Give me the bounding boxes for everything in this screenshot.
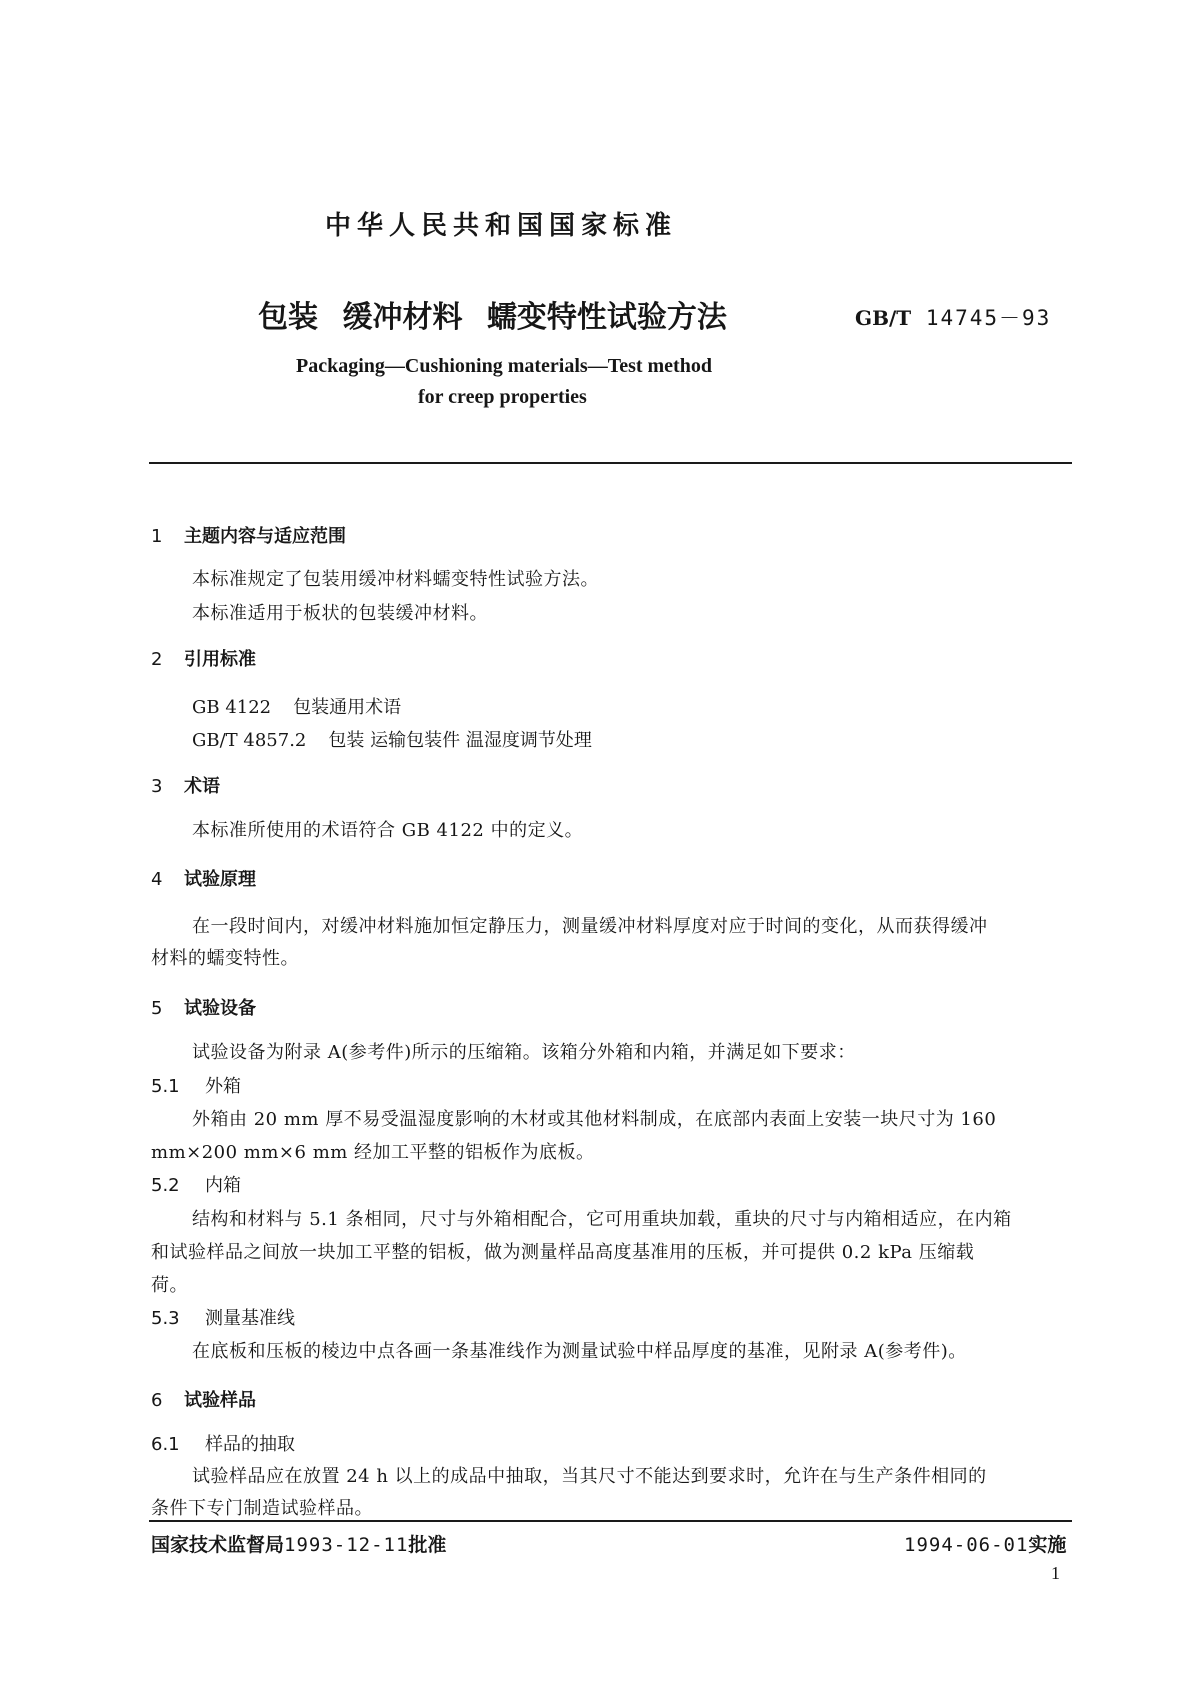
subsection-5-2-heading bbox=[151, 1171, 241, 1197]
subsection-number: 5.3 bbox=[151, 1308, 180, 1329]
subsection-number: 6.1 bbox=[151, 1434, 180, 1455]
subsection-6-1-heading bbox=[151, 1430, 295, 1456]
standard-number bbox=[855, 302, 1051, 332]
national-standard-heading: 中华人民共和国国家标准 bbox=[325, 211, 678, 241]
subsection-number: 5.2 bbox=[151, 1175, 180, 1196]
section-title: 试验原理 bbox=[184, 869, 256, 890]
section-1-paragraph-2: 本标准适用于板状的包装缓冲材料。 bbox=[192, 603, 488, 624]
subsection-title: 内箱 bbox=[205, 1175, 241, 1196]
standard-prefix: GB/T bbox=[855, 306, 912, 330]
section-3-heading bbox=[151, 772, 220, 798]
subsection-6-1-line2: 条件下专门制造试验样品。 bbox=[151, 1498, 373, 1519]
section-number: 2 bbox=[151, 649, 163, 670]
section-5-paragraph: 试验设备为附录 A(参考件)所示的压缩箱。该箱分外箱和内箱，并满足如下要求： bbox=[192, 1042, 856, 1063]
standard-code: 14745－93 bbox=[925, 306, 1052, 330]
reference-title: 包装 运输包装件 温湿度调节处理 bbox=[328, 730, 592, 751]
section-number: 6 bbox=[151, 1390, 163, 1411]
subsection-title: 测量基准线 bbox=[205, 1308, 295, 1329]
section-title: 主题内容与适应范围 bbox=[184, 526, 346, 547]
section-number: 5 bbox=[151, 998, 163, 1019]
section-2-heading bbox=[151, 645, 256, 671]
reference-code: GB/T 4857.2 bbox=[192, 730, 307, 751]
section-number: 4 bbox=[151, 869, 163, 890]
section-title: 术语 bbox=[184, 776, 220, 797]
section-number: 3 bbox=[151, 776, 163, 797]
section-title: 引用标准 bbox=[184, 649, 256, 670]
subsection-5-2-line1: 结构和材料与 5.1 条相同，尺寸与外箱相配合，它可用重块加载，重块的尺寸与内箱相适应，在内箱 bbox=[192, 1209, 1012, 1230]
section-4-paragraph-line1: 在一段时间内，对缓冲材料施加恒定静压力，测量缓冲材料厚度对应于时间的变化，从而获得缓冲 bbox=[192, 916, 988, 937]
subsection-5-3-line1: 在底板和压板的棱边中点各画一条基准线作为测量试验中样品厚度的基准，见附录 A(参考件)。 bbox=[192, 1341, 967, 1362]
section-1-heading bbox=[151, 522, 346, 548]
footer-divider bbox=[149, 1520, 1072, 1522]
subsection-number: 5.1 bbox=[151, 1076, 180, 1097]
subsection-5-3-heading bbox=[151, 1304, 295, 1330]
document-title-cn: 包装 缓冲材料 蠕变特性试验方法 bbox=[258, 300, 727, 335]
subsection-5-1-line2: mm×200 mm×6 mm 经加工平整的铝板作为底板。 bbox=[151, 1142, 595, 1163]
section-1-paragraph-1: 本标准规定了包装用缓冲材料蠕变特性试验方法。 bbox=[192, 569, 599, 590]
subsection-6-1-line1: 试验样品应在放置 24 h 以上的成品中抽取，当其尺寸不能达到要求时，允许在与生产条件相同的 bbox=[192, 1466, 987, 1487]
approval-info bbox=[151, 1530, 446, 1557]
implementation-suffix: 实施 bbox=[1028, 1534, 1067, 1556]
section-number: 1 bbox=[151, 526, 163, 547]
header-divider bbox=[149, 462, 1072, 464]
subsection-5-2-line2: 和试验样品之间放一块加工平整的铝板，做为测量样品高度基准用的压板，并可提供 0.2 kPa 压缩载 bbox=[151, 1242, 975, 1263]
section-6-heading bbox=[151, 1386, 256, 1412]
approver: 国家技术监督局 bbox=[151, 1534, 285, 1556]
approval-suffix: 批准 bbox=[408, 1534, 447, 1556]
section-title: 试验样品 bbox=[184, 1390, 256, 1411]
implementation-info bbox=[904, 1530, 1066, 1557]
reference-item bbox=[192, 726, 592, 752]
reference-title: 包装通用术语 bbox=[293, 697, 402, 718]
section-title: 试验设备 bbox=[184, 998, 256, 1019]
subsection-5-1-heading bbox=[151, 1072, 241, 1098]
subsection-title: 外箱 bbox=[205, 1076, 241, 1097]
subsection-5-1-line1: 外箱由 20 mm 厚不易受温湿度影响的木材或其他材料制成，在底部内表面上安装一块尺寸为 160 bbox=[192, 1109, 997, 1130]
implementation-date: 1994-06-01 bbox=[904, 1534, 1029, 1556]
reference-code: GB 4122 bbox=[192, 697, 272, 718]
reference-item bbox=[192, 693, 401, 719]
document-title-en-line2: for creep properties bbox=[418, 386, 587, 408]
page-number: 1 bbox=[1051, 1563, 1060, 1583]
section-4-heading bbox=[151, 865, 256, 891]
section-5-heading bbox=[151, 994, 256, 1020]
section-3-paragraph: 本标准所使用的术语符合 GB 4122 中的定义。 bbox=[192, 820, 584, 841]
approval-date: 1993-12-11 bbox=[284, 1534, 409, 1556]
subsection-5-2-line3: 荷。 bbox=[151, 1275, 188, 1296]
document-title-en-line1: Packaging—Cushioning materials—Test method bbox=[296, 355, 712, 377]
section-4-paragraph-line2: 材料的蠕变特性。 bbox=[151, 948, 299, 969]
subsection-title: 样品的抽取 bbox=[205, 1434, 295, 1455]
